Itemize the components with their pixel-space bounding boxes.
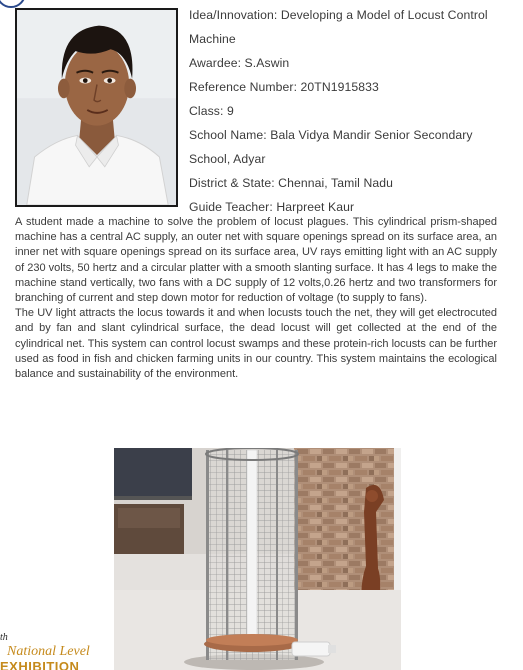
guide-teacher: Guide Teacher: Harpreet Kaur <box>189 200 355 214</box>
description-paragraph-1: A student made a machine to solve the problem of locust plagues. This cylindrical prism-shaped machine has a central AC supply, an outer net with square openings spread on its surface area, an inner net with square openings spread on its surface area, UV rays emitting light with an AC supply of 230 volts, 50 hertz and a circular platter with a smooth slanting surface. It has 4 legs to make the machine stand vertically, two fans with a DC supply of 12 volts,0.26 hertz and two transformers for branching of current and step down motor for reduction of voltage (to supply to fans). <box>15 216 497 305</box>
locust-machine-image <box>114 448 401 670</box>
project-description <box>15 215 497 382</box>
description-paragraph-2: The UV light attracts the locus towards it and when locusts touch the net, they will get electrocuted and by fan and slant cylindrical surface, the dead locust will get collected at the end of the cylindrical net. This system can control locust swamps and these protein-rich locusts can be further used as food in fish and chicken farming units in our country. This system maintains the ecological balance and sustainability of the environment. <box>15 307 497 381</box>
class-label: Class: 9 <box>189 104 234 118</box>
national-exhibition-logo <box>0 625 110 670</box>
exhibit-photo <box>114 448 401 670</box>
logo-ordinal-suffix: th <box>0 632 8 643</box>
student-portrait-image <box>17 10 176 205</box>
idea-title: Idea/Innovation: Developing a Model of Locust Control <box>189 8 488 22</box>
reference-number: Reference Number: 20TN1915833 <box>189 80 379 94</box>
idea-title-continued: Machine <box>189 32 236 46</box>
district-state: District & State: Chennai, Tamil Nadu <box>189 176 393 190</box>
school-name-continued: School, Adyar <box>189 152 266 166</box>
awardee-details <box>189 3 519 219</box>
awardee-photo <box>15 8 178 207</box>
school-name: School Name: Bala Vidya Mandir Senior Secondary <box>189 128 473 142</box>
seal-logo-corner <box>0 0 40 8</box>
awardee-name: Awardee: S.Aswin <box>189 56 290 70</box>
logo-national-level: National Level <box>7 644 90 659</box>
seal-icon <box>0 0 26 8</box>
logo-exhibition: EXHIBITION <box>0 659 80 670</box>
